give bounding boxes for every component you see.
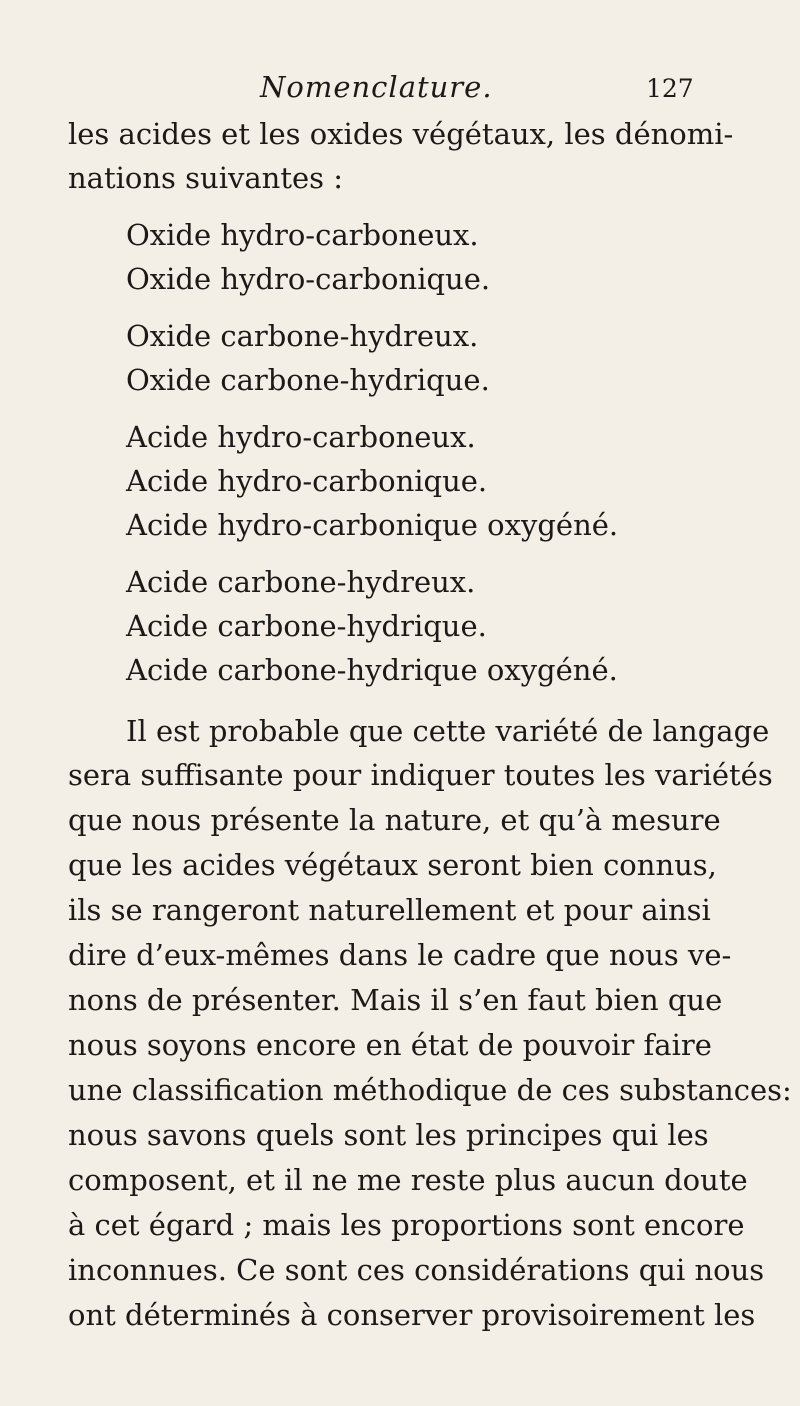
paragraph-line: ils se rangeront naturellement et pour ainsi bbox=[68, 893, 711, 927]
paragraph-line: composent, et il ne me reste plus aucun doute bbox=[68, 1163, 748, 1197]
page-header bbox=[0, 70, 800, 114]
nomenclature-entry: Oxide hydro-carbonique. bbox=[126, 262, 491, 296]
nomenclature-entry: Acide hydro-carbonique oxygéné. bbox=[126, 508, 619, 542]
paragraph-line: sera suffisante pour indiquer toutes les variétés bbox=[68, 758, 773, 792]
nomenclature-entry: Acide carbone-hydreux. bbox=[126, 565, 476, 599]
paragraph-line: que nous présente la nature, et qu’à mesure bbox=[68, 803, 721, 837]
paragraph-line: Il est probable que cette variété de langage bbox=[126, 714, 770, 748]
running-title: Nomenclature. bbox=[260, 70, 493, 104]
paragraph-line: nous savons quels sont les principes qui les bbox=[68, 1118, 709, 1152]
intro-line: les acides et les oxides végétaux, les dénomi- bbox=[68, 117, 734, 151]
nomenclature-entry: Acide carbone-hydrique. bbox=[126, 609, 487, 643]
paragraph-line: une classification méthodique de ces substances: bbox=[68, 1073, 792, 1107]
paragraph-line: que les acides végétaux seront bien connus, bbox=[68, 848, 717, 882]
nomenclature-entry: Oxide hydro-carboneux. bbox=[126, 218, 479, 252]
paragraph-line: à cet égard ; mais les proportions sont encore bbox=[68, 1208, 745, 1242]
paragraph-line: dire d’eux-mêmes dans le cadre que nous ve- bbox=[68, 938, 732, 972]
intro-line: nations suivantes : bbox=[68, 161, 344, 195]
paragraph-line: nous soyons encore en état de pouvoir faire bbox=[68, 1028, 712, 1062]
page-number: 127 bbox=[646, 74, 694, 103]
paragraph-line: inconnues. Ce sont ces considérations qui nous bbox=[68, 1253, 765, 1287]
nomenclature-entry: Acide carbone-hydrique oxygéné. bbox=[126, 653, 618, 687]
paragraph-line: nons de présenter. Mais il s’en faut bien que bbox=[68, 983, 723, 1017]
nomenclature-entry: Oxide carbone-hydreux. bbox=[126, 319, 479, 353]
nomenclature-entry: Oxide carbone-hydrique. bbox=[126, 363, 490, 397]
nomenclature-entry: Acide hydro-carbonique. bbox=[126, 464, 488, 498]
paragraph-line: ont déterminés à conserver provisoirement les bbox=[68, 1298, 756, 1332]
nomenclature-entry: Acide hydro-carboneux. bbox=[126, 420, 476, 454]
